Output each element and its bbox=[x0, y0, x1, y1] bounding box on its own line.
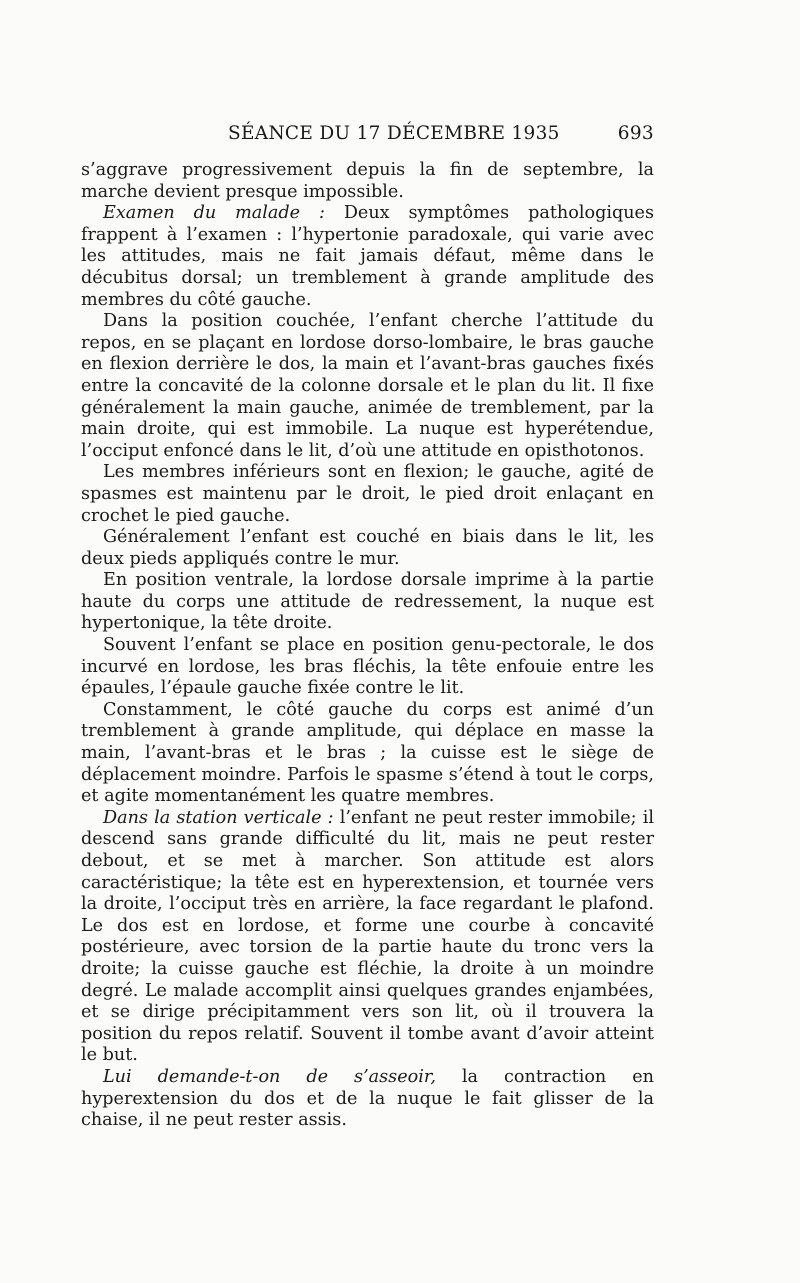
paragraph-text: la contraction en hyperextension du dos et de la nuque le fait glisser de la chaise, il ne peut rester assis. bbox=[81, 1066, 654, 1131]
running-header bbox=[81, 121, 654, 149]
paragraph-tremor: Constamment, le côté gauche du corps est animé d’un tremblement à grande amplitude, qui déplace en masse la main, l’avant-bras et le bras ; la cuisse est le siège de déplacement moindre. Parfois le spasme s’étend à tout le corps, et agite momentanément les quatre membres. bbox=[81, 699, 654, 807]
paragraph-bed-position: Généralement l’enfant est couché en biais dans le lit, les deux pieds appliqués contre le mur. bbox=[81, 527, 654, 569]
paragraph-lower-limbs: Les membres inférieurs sont en flexion; le gauche, agité de spasmes est maintenu par le droit, le pied droit enlaçant en crochet le pied gauche. bbox=[81, 462, 654, 526]
paragraph-standing bbox=[81, 808, 654, 1067]
paragraph-continued: s’aggrave progressivement depuis la fin de septembre, la marche devient presque impossible. bbox=[81, 160, 654, 202]
paragraph-ventral-position: En position ventrale, la lordose dorsale imprime à la partie haute du corps une attitude de redressement, la nuque est hypertonique, la tête droite. bbox=[81, 570, 654, 634]
running-title: SÉANCE DU 17 DÉCEMBRE 1935 bbox=[228, 123, 560, 144]
italic-lead: Lui demande-t-on de s’asseoir, bbox=[103, 1066, 436, 1087]
paragraph-sitting bbox=[81, 1067, 654, 1132]
paragraph-text: Deux symptômes pathologiques frappent à l’examen : l’hypertonie paradoxale, qui varie avec les attitudes, mais ne fait jamais défaut, même dans le décubitus dorsal; un tremblement à grande amplitude des membres du côté gauche. bbox=[81, 203, 654, 310]
italic-lead: Dans la station verticale : bbox=[103, 807, 334, 828]
paragraph-text: l’enfant ne peut rester immobile; il descend sans grande difficulté du lit, mais ne peut rester debout, et se met à marcher. Son attitude est alors caractéristique; la tête est en hyperextension, et tournée vers la droite, l’occiput très en arrière, la face regardant le plafond. Le dos est en lordose, et forme une courbe à concavité postérieure, avec torsion de la partie haute du tronc vers la droite; la cuisse gauche est fléchie, la droite à un moindre degré. Le malade accomplit ainsi quelques grandes enjambées, et se dirige précipitamment vers son lit, où il trouvera la position du repos relatif. Souvent il tombe avant d’avoir atteint le but. bbox=[81, 807, 654, 1066]
paragraph-lying-position: Dans la position couchée, l’enfant cherche l’attitude du repos, en se plaçant en lordose dorso-lombaire, le bras gauche en flexion derrière le dos, la main et l’avant-bras gauches fixés entre la concavité de la colonne dorsale et le plan du lit. Il fixe généralement la main gauche, animée de tremblement, par la main droite, qui est immobile. La nuque est hyperétendue, l’occiput enfoncé dans le lit, d’où une attitude en opisthotonos. bbox=[81, 311, 654, 461]
body-text bbox=[81, 160, 654, 1132]
paragraph-examination bbox=[81, 203, 654, 311]
page-number: 693 bbox=[617, 123, 654, 144]
paragraph-genu-pectoral: Souvent l’enfant se place en position genu-pectorale, le dos incurvé en lordose, les bras fléchis, la tête enfouie entre les épaules, l’épaule gauche fixée contre le lit. bbox=[81, 635, 654, 699]
italic-lead: Examen du malade : bbox=[103, 203, 325, 224]
